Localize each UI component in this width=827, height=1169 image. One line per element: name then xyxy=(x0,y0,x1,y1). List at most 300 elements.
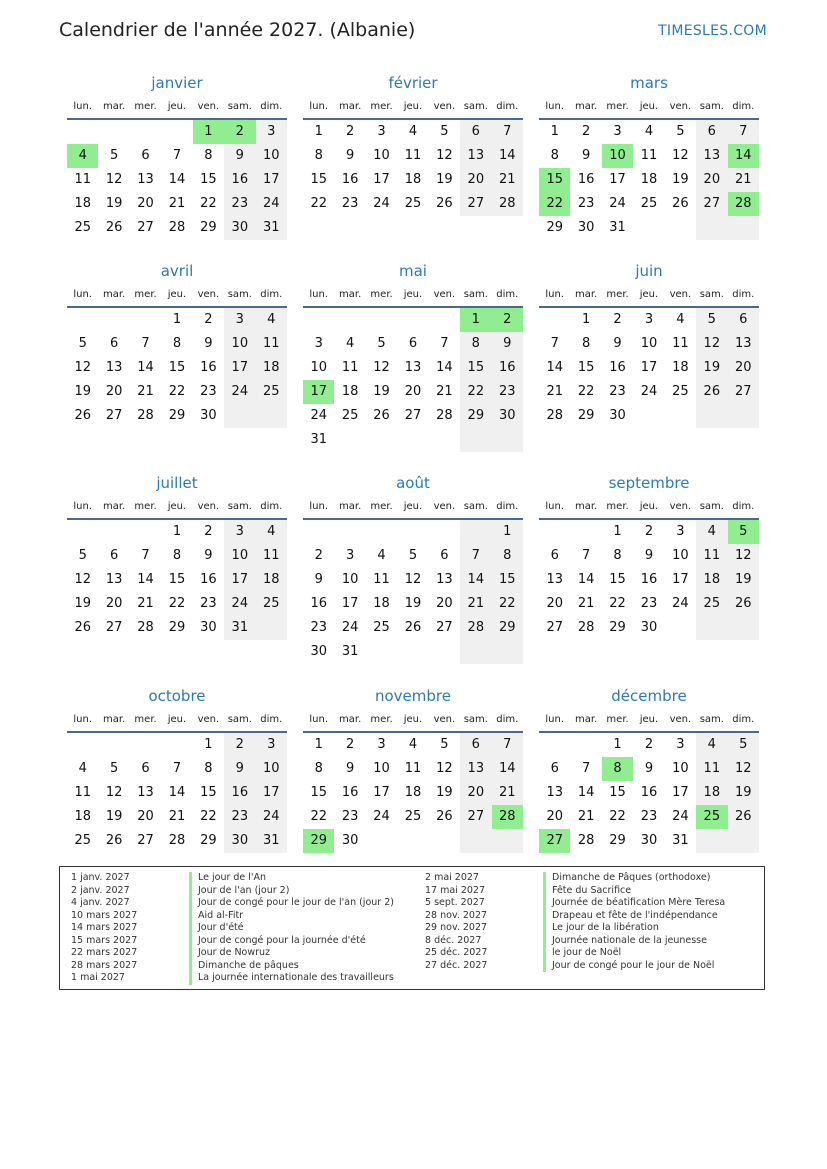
day-cell: 16 xyxy=(577,172,595,187)
day-cell: 7 xyxy=(492,733,523,757)
empty-day-cell xyxy=(303,520,334,544)
day-cell: 1 xyxy=(172,312,182,327)
holiday-date: 10 mars 2027 xyxy=(71,909,138,921)
day-cell: 1 xyxy=(314,124,323,139)
day-cell: 26 xyxy=(105,833,123,848)
day-cell: 19 xyxy=(728,781,759,805)
day-cell: 1 xyxy=(193,120,224,144)
day-cell: 21 xyxy=(137,596,154,611)
day-cell: 8 xyxy=(550,148,559,163)
day-cell: 27 xyxy=(404,408,422,423)
day-cell: 31 xyxy=(341,644,359,659)
day-cell: 14 xyxy=(168,785,186,800)
day-cell: 30 xyxy=(609,408,626,423)
day-cell: 12 xyxy=(74,360,91,375)
day-cell: 24 xyxy=(224,380,255,404)
weekday-label: mer. xyxy=(370,714,393,725)
day-cell: 19 xyxy=(373,384,390,399)
weekday-label: sam. xyxy=(227,289,252,300)
day-cell: 12 xyxy=(105,785,123,800)
empty-day-cell xyxy=(256,404,287,428)
weekday-label: ven. xyxy=(197,289,220,300)
day-cell: 28 xyxy=(577,833,595,848)
empty-day-cell xyxy=(429,520,460,544)
day-cell: 4 xyxy=(78,761,87,776)
day-cell: 19 xyxy=(436,172,453,187)
day-cell: 11 xyxy=(256,332,287,356)
day-cell: 22 xyxy=(609,809,626,824)
day-cell: 20 xyxy=(404,384,422,399)
day-cell: 8 xyxy=(314,761,323,776)
day-cell: 13 xyxy=(728,332,759,356)
day-cell: 6 xyxy=(109,336,119,351)
weekday-header xyxy=(67,709,287,733)
month-calendar xyxy=(303,470,523,664)
day-cell: 5 xyxy=(728,733,759,757)
day-cell: 7 xyxy=(141,336,150,351)
day-cell: 28 xyxy=(137,408,154,423)
weekday-label: mar. xyxy=(575,289,598,300)
day-cell: 21 xyxy=(168,809,186,824)
empty-day-cell xyxy=(130,733,161,757)
day-grid xyxy=(539,308,759,428)
day-cell: 16 xyxy=(341,172,359,187)
empty-day-cell xyxy=(397,829,428,853)
day-cell: 25 xyxy=(696,805,727,829)
day-cell: 23 xyxy=(640,809,658,824)
day-cell: 25 xyxy=(74,220,91,235)
day-cell: 14 xyxy=(492,757,523,781)
day-cell: 4 xyxy=(377,548,386,563)
month-calendar xyxy=(539,70,759,240)
day-cell: 15 xyxy=(200,785,217,800)
day-cell: 23 xyxy=(224,805,255,829)
day-cell: 11 xyxy=(256,544,287,568)
holiday-name: Drapeau et fête de l'indépendance xyxy=(543,910,718,923)
weekday-label: jeu. xyxy=(403,289,423,300)
empty-day-cell xyxy=(334,308,365,332)
day-cell: 28 xyxy=(137,620,154,635)
weekday-label: sam. xyxy=(463,714,488,725)
day-cell: 29 xyxy=(577,408,595,423)
brand-link[interactable]: TIMESLES.COM xyxy=(658,23,767,39)
day-cell: 13 xyxy=(105,360,123,375)
weekday-label: ven. xyxy=(433,289,456,300)
weekday-label: jeu. xyxy=(639,714,659,725)
empty-day-cell xyxy=(429,640,460,664)
empty-day-cell xyxy=(366,428,397,452)
empty-day-cell xyxy=(67,520,98,544)
day-cell: 12 xyxy=(373,360,390,375)
day-cell: 3 xyxy=(256,733,287,757)
weekday-label: lun. xyxy=(545,289,565,300)
day-cell: 13 xyxy=(436,572,453,587)
day-cell: 27 xyxy=(460,192,491,216)
day-cell: 11 xyxy=(74,785,91,800)
weekday-label: jeu. xyxy=(639,289,659,300)
weekday-label: dim. xyxy=(496,289,519,300)
day-cell: 12 xyxy=(696,332,727,356)
day-cell: 27 xyxy=(460,805,491,829)
weekday-label: sam. xyxy=(699,714,724,725)
day-cell: 19 xyxy=(696,356,727,380)
day-cell: 20 xyxy=(436,596,453,611)
weekday-label: lun. xyxy=(309,101,329,112)
day-cell: 25 xyxy=(256,380,287,404)
day-cell: 28 xyxy=(546,408,563,423)
month-name: mars xyxy=(630,74,668,92)
day-cell: 25 xyxy=(74,833,91,848)
day-cell: 15 xyxy=(460,356,491,380)
day-cell: 11 xyxy=(74,172,91,187)
day-cell: 12 xyxy=(404,572,422,587)
holiday-name: Jour d'été xyxy=(189,922,244,935)
empty-day-cell xyxy=(397,308,428,332)
day-cell: 29 xyxy=(168,620,186,635)
day-cell: 27 xyxy=(539,829,570,853)
weekday-label: jeu. xyxy=(639,501,659,512)
holiday-name: Jour de congé pour la journée d'été xyxy=(189,935,366,948)
day-cell: 19 xyxy=(74,384,91,399)
day-cell: 27 xyxy=(546,620,563,635)
day-cell: 27 xyxy=(137,220,154,235)
day-cell: 2 xyxy=(224,120,255,144)
weekday-label: mer. xyxy=(606,501,629,512)
day-cell: 17 xyxy=(640,360,658,375)
day-cell: 11 xyxy=(696,757,727,781)
weekday-label: ven. xyxy=(197,714,220,725)
weekday-label: mar. xyxy=(339,714,362,725)
day-cell: 30 xyxy=(640,833,658,848)
day-cell: 28 xyxy=(436,408,453,423)
day-cell: 7 xyxy=(440,336,449,351)
empty-day-cell xyxy=(665,404,696,428)
day-cell: 5 xyxy=(78,548,87,563)
month-name: avril xyxy=(160,262,194,280)
day-cell: 13 xyxy=(546,572,563,587)
empty-day-cell xyxy=(570,520,601,544)
empty-day-cell xyxy=(728,616,759,640)
day-cell: 21 xyxy=(492,781,523,805)
day-cell: 3 xyxy=(345,548,355,563)
day-cell: 9 xyxy=(613,336,622,351)
day-cell: 23 xyxy=(200,384,217,399)
day-cell: 21 xyxy=(546,384,563,399)
day-cell: 21 xyxy=(728,168,759,192)
day-cell: 6 xyxy=(440,548,449,563)
day-cell: 23 xyxy=(609,384,626,399)
day-cell: 26 xyxy=(373,408,390,423)
empty-day-cell xyxy=(397,520,428,544)
empty-day-cell xyxy=(397,640,428,664)
day-cell: 6 xyxy=(460,120,491,144)
day-cell: 5 xyxy=(676,124,685,139)
day-cell: 1 xyxy=(581,312,591,327)
day-cell: 8 xyxy=(172,336,182,351)
day-cell: 28 xyxy=(492,192,523,216)
day-cell: 15 xyxy=(200,172,217,187)
day-cell: 23 xyxy=(341,196,359,211)
weekday-label: jeu. xyxy=(403,501,423,512)
day-grid xyxy=(67,733,287,853)
day-cell: 9 xyxy=(224,144,255,168)
day-cell: 16 xyxy=(341,785,359,800)
month-calendar xyxy=(539,683,759,853)
day-cell: 4 xyxy=(67,144,98,168)
day-cell: 22 xyxy=(310,809,327,824)
empty-day-cell xyxy=(397,428,428,452)
day-cell: 22 xyxy=(310,196,327,211)
day-cell: 23 xyxy=(577,196,595,211)
day-cell: 26 xyxy=(728,805,759,829)
holiday-name: Le jour de la libération xyxy=(543,922,659,935)
day-cell: 30 xyxy=(200,408,217,423)
empty-day-cell xyxy=(696,616,727,640)
empty-day-cell xyxy=(728,829,759,853)
day-cell: 24 xyxy=(609,196,626,211)
day-cell: 30 xyxy=(492,404,523,428)
holiday-date: 28 mars 2027 xyxy=(71,959,138,971)
day-cell: 2 xyxy=(644,737,654,752)
holiday-name: Jour de l'an (jour 2) xyxy=(189,885,289,898)
day-cell: 31 xyxy=(609,220,626,235)
day-cell: 9 xyxy=(345,148,355,163)
holiday-date: 1 janv. 2027 xyxy=(71,872,130,883)
day-cell: 27 xyxy=(105,408,123,423)
day-cell: 4 xyxy=(256,520,287,544)
day-cell: 15 xyxy=(539,168,570,192)
day-cell: 28 xyxy=(168,220,186,235)
weekday-header xyxy=(303,709,523,733)
day-cell: 24 xyxy=(256,192,287,216)
weekday-header xyxy=(539,709,759,733)
day-cell: 2 xyxy=(492,308,523,332)
day-cell: 28 xyxy=(492,805,523,829)
weekday-label: dim. xyxy=(496,714,519,725)
day-cell: 17 xyxy=(256,781,287,805)
weekday-header xyxy=(303,496,523,520)
day-cell: 13 xyxy=(696,144,727,168)
day-cell: 9 xyxy=(345,761,355,776)
day-cell: 10 xyxy=(672,761,689,776)
day-cell: 2 xyxy=(581,124,591,139)
empty-day-cell xyxy=(696,216,727,240)
day-cell: 8 xyxy=(204,148,213,163)
day-cell: 6 xyxy=(728,308,759,332)
empty-day-cell xyxy=(334,520,365,544)
empty-day-cell xyxy=(429,829,460,853)
day-cell: 5 xyxy=(78,336,87,351)
day-cell: 5 xyxy=(109,761,119,776)
holiday-date: 22 mars 2027 xyxy=(71,947,138,958)
weekday-label: jeu. xyxy=(403,714,423,725)
day-cell: 11 xyxy=(341,360,359,375)
day-cell: 14 xyxy=(460,568,491,592)
month-calendar xyxy=(539,258,759,428)
weekday-label: sam. xyxy=(463,501,488,512)
day-cell: 20 xyxy=(137,196,154,211)
day-cell: 24 xyxy=(373,809,390,824)
weekday-label: mar. xyxy=(103,101,126,112)
day-cell: 3 xyxy=(377,124,386,139)
weekday-header xyxy=(539,96,759,120)
day-cell: 26 xyxy=(672,196,689,211)
empty-day-cell xyxy=(696,404,727,428)
day-cell: 13 xyxy=(546,785,563,800)
day-cell: 26 xyxy=(696,380,727,404)
day-cell: 7 xyxy=(172,148,182,163)
holiday-date: 2 janv. 2027 xyxy=(71,884,130,896)
page-title: Calendrier de l'année 2027. (Albanie) xyxy=(59,19,416,41)
day-cell: 5 xyxy=(696,308,727,332)
empty-day-cell xyxy=(256,616,287,640)
day-cell: 19 xyxy=(728,568,759,592)
day-cell: 15 xyxy=(609,785,626,800)
weekday-label: dim. xyxy=(260,714,283,725)
day-cell: 13 xyxy=(404,360,422,375)
holiday-date: 17 mai 2027 xyxy=(425,884,486,896)
day-cell: 29 xyxy=(303,829,334,853)
month-name: janvier xyxy=(151,74,203,92)
weekday-label: jeu. xyxy=(167,289,187,300)
day-cell: 14 xyxy=(577,785,595,800)
weekday-label: mar. xyxy=(103,289,126,300)
day-cell: 16 xyxy=(200,572,217,587)
weekday-label: ven. xyxy=(433,714,456,725)
day-cell: 17 xyxy=(672,572,689,587)
day-cell: 15 xyxy=(492,568,523,592)
day-cell: 7 xyxy=(492,120,523,144)
month-name: février xyxy=(388,74,438,92)
day-cell: 22 xyxy=(168,596,186,611)
weekday-header xyxy=(67,496,287,520)
weekday-label: sam. xyxy=(463,101,488,112)
weekday-label: mar. xyxy=(103,714,126,725)
day-cell: 8 xyxy=(492,544,523,568)
day-cell: 31 xyxy=(256,216,287,240)
day-cell: 2 xyxy=(314,548,323,563)
weekday-label: sam. xyxy=(227,714,252,725)
month-calendar xyxy=(67,683,287,853)
day-cell: 28 xyxy=(728,192,759,216)
month-calendar xyxy=(67,258,287,428)
day-cell: 3 xyxy=(224,308,255,332)
empty-day-cell xyxy=(98,308,129,332)
weekday-label: lun. xyxy=(309,714,329,725)
month-name: décembre xyxy=(611,687,687,705)
empty-day-cell xyxy=(429,428,460,452)
holiday-date: 4 janv. 2027 xyxy=(71,897,130,908)
day-cell: 7 xyxy=(728,120,759,144)
day-cell: 17 xyxy=(341,596,359,611)
day-cell: 25 xyxy=(404,809,422,824)
weekday-label: mar. xyxy=(575,101,598,112)
weekday-header xyxy=(67,96,287,120)
day-cell: 21 xyxy=(577,596,595,611)
day-cell: 22 xyxy=(168,384,186,399)
day-cell: 4 xyxy=(644,124,654,139)
day-grid xyxy=(539,733,759,853)
weekday-header xyxy=(303,284,523,308)
day-cell: 27 xyxy=(696,192,727,216)
weekday-label: sam. xyxy=(227,101,252,112)
day-cell: 6 xyxy=(460,733,491,757)
day-cell: 20 xyxy=(546,596,563,611)
day-cell: 1 xyxy=(204,737,213,752)
day-cell: 9 xyxy=(204,336,213,351)
day-cell: 18 xyxy=(696,781,727,805)
weekday-label: lun. xyxy=(545,714,565,725)
day-cell: 12 xyxy=(728,544,759,568)
day-cell: 31 xyxy=(672,833,689,848)
weekday-label: lun. xyxy=(309,501,329,512)
day-cell: 2 xyxy=(204,524,213,539)
day-cell: 5 xyxy=(728,520,759,544)
day-cell: 10 xyxy=(672,548,689,563)
empty-day-cell xyxy=(728,216,759,240)
weekday-label: mer. xyxy=(134,101,157,112)
day-cell: 8 xyxy=(613,548,622,563)
day-cell: 25 xyxy=(373,620,390,635)
empty-day-cell xyxy=(224,404,255,428)
day-cell: 28 xyxy=(168,833,186,848)
weekday-label: lun. xyxy=(73,289,93,300)
day-cell: 26 xyxy=(404,620,422,635)
day-cell: 17 xyxy=(609,172,626,187)
day-cell: 4 xyxy=(408,124,418,139)
day-cell: 23 xyxy=(224,192,255,216)
day-grid xyxy=(539,520,759,640)
day-cell: 21 xyxy=(460,592,491,616)
weekday-label: mer. xyxy=(606,289,629,300)
day-grid xyxy=(303,733,523,853)
holiday-date: 28 nov. 2027 xyxy=(425,909,488,921)
day-cell: 18 xyxy=(341,384,359,399)
day-cell: 28 xyxy=(577,620,595,635)
empty-day-cell xyxy=(492,428,523,452)
day-cell: 14 xyxy=(577,572,595,587)
day-cell: 23 xyxy=(310,620,327,635)
day-cell: 27 xyxy=(728,380,759,404)
day-cell: 25 xyxy=(341,408,359,423)
month-calendar xyxy=(303,258,523,452)
empty-day-cell xyxy=(67,308,98,332)
day-cell: 10 xyxy=(341,572,359,587)
day-cell: 20 xyxy=(546,809,563,824)
day-cell: 9 xyxy=(314,572,323,587)
weekday-label: dim. xyxy=(732,714,755,725)
day-cell: 1 xyxy=(314,737,323,752)
weekday-label: jeu. xyxy=(403,101,423,112)
day-cell: 16 xyxy=(224,168,255,192)
day-cell: 5 xyxy=(377,336,386,351)
day-cell: 18 xyxy=(74,809,91,824)
day-grid xyxy=(303,120,523,216)
weekday-label: sam. xyxy=(463,289,488,300)
day-grid xyxy=(303,520,523,664)
empty-day-cell xyxy=(161,733,192,757)
day-cell: 8 xyxy=(602,757,633,781)
day-cell: 15 xyxy=(310,172,327,187)
day-cell: 6 xyxy=(550,761,559,776)
day-cell: 29 xyxy=(492,616,523,640)
day-cell: 9 xyxy=(644,761,654,776)
day-cell: 4 xyxy=(345,336,355,351)
day-cell: 29 xyxy=(200,220,217,235)
weekday-label: mar. xyxy=(339,289,362,300)
day-cell: 22 xyxy=(460,380,491,404)
day-cell: 30 xyxy=(224,216,255,240)
